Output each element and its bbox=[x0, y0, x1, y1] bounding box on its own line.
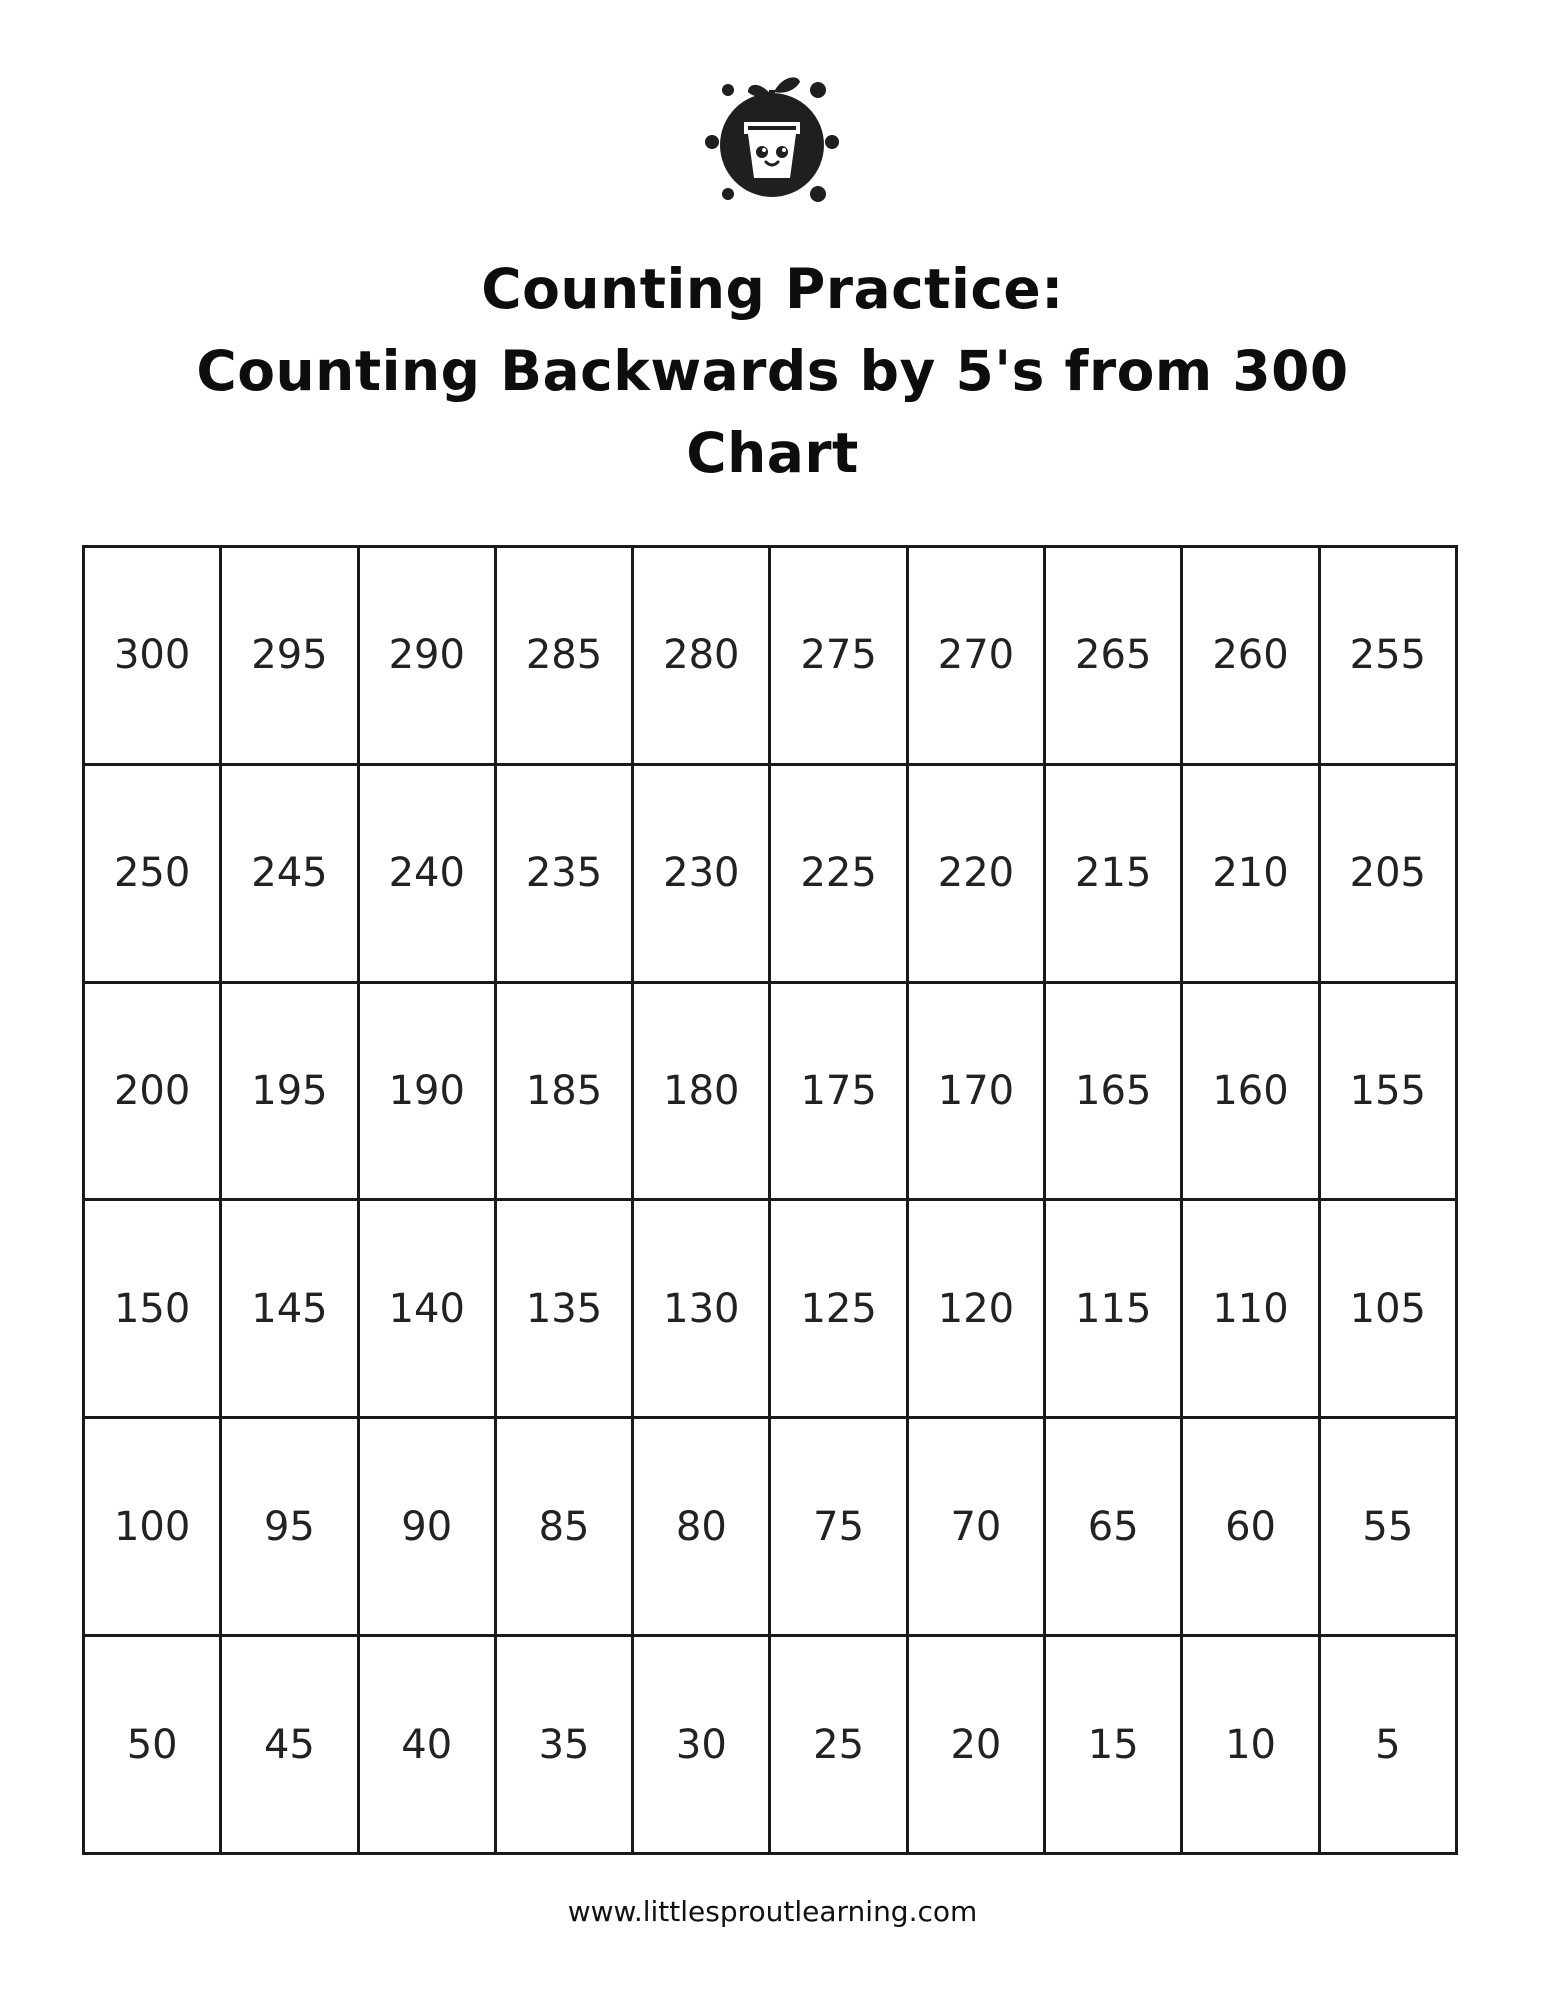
number-cell: 170 bbox=[907, 982, 1044, 1200]
number-cell: 45 bbox=[221, 1636, 358, 1854]
number-cell: 100 bbox=[84, 1418, 221, 1636]
number-cell: 185 bbox=[495, 982, 632, 1200]
number-cell: 50 bbox=[84, 1636, 221, 1854]
number-cell: 70 bbox=[907, 1418, 1044, 1636]
number-cell: 145 bbox=[221, 1200, 358, 1418]
number-cell: 250 bbox=[84, 764, 221, 982]
number-cell: 245 bbox=[221, 764, 358, 982]
title-line-1: Counting Practice: bbox=[481, 257, 1064, 321]
number-cell: 75 bbox=[770, 1418, 907, 1636]
number-cell: 150 bbox=[84, 1200, 221, 1418]
number-cell: 215 bbox=[1045, 764, 1182, 982]
number-cell: 230 bbox=[633, 764, 770, 982]
number-cell: 55 bbox=[1319, 1418, 1456, 1636]
number-cell: 115 bbox=[1045, 1200, 1182, 1418]
number-cell: 120 bbox=[907, 1200, 1044, 1418]
number-cell: 105 bbox=[1319, 1200, 1456, 1418]
page-title bbox=[0, 248, 1545, 494]
number-cell: 255 bbox=[1319, 547, 1456, 765]
number-cell: 280 bbox=[633, 547, 770, 765]
table-row bbox=[84, 1200, 1457, 1418]
number-cell: 275 bbox=[770, 547, 907, 765]
number-cell: 65 bbox=[1045, 1418, 1182, 1636]
number-cell: 205 bbox=[1319, 764, 1456, 982]
number-cell: 180 bbox=[633, 982, 770, 1200]
number-cell: 200 bbox=[84, 982, 221, 1200]
number-cell: 295 bbox=[221, 547, 358, 765]
number-cell: 15 bbox=[1045, 1636, 1182, 1854]
number-cell: 85 bbox=[495, 1418, 632, 1636]
table-row bbox=[84, 982, 1457, 1200]
number-cell: 130 bbox=[633, 1200, 770, 1418]
number-cell: 110 bbox=[1182, 1200, 1319, 1418]
number-cell: 10 bbox=[1182, 1636, 1319, 1854]
counting-chart-table bbox=[82, 545, 1458, 1855]
number-cell: 80 bbox=[633, 1418, 770, 1636]
number-cell: 240 bbox=[358, 764, 495, 982]
number-cell: 290 bbox=[358, 547, 495, 765]
title-line-2: Counting Backwards by 5's from 300 bbox=[196, 339, 1349, 403]
number-cell: 160 bbox=[1182, 982, 1319, 1200]
number-cell: 60 bbox=[1182, 1418, 1319, 1636]
table-row bbox=[84, 1636, 1457, 1854]
number-cell: 175 bbox=[770, 982, 907, 1200]
number-cell: 95 bbox=[221, 1418, 358, 1636]
number-cell: 90 bbox=[358, 1418, 495, 1636]
number-cell: 165 bbox=[1045, 982, 1182, 1200]
number-cell: 260 bbox=[1182, 547, 1319, 765]
number-cell: 30 bbox=[633, 1636, 770, 1854]
number-cell: 135 bbox=[495, 1200, 632, 1418]
number-cell: 40 bbox=[358, 1636, 495, 1854]
website-url: www.littlesproutlearning.com bbox=[567, 1895, 978, 1928]
number-cell: 35 bbox=[495, 1636, 632, 1854]
number-cell: 270 bbox=[907, 547, 1044, 765]
number-cell: 140 bbox=[358, 1200, 495, 1418]
number-cell: 20 bbox=[907, 1636, 1044, 1854]
number-cell: 5 bbox=[1319, 1636, 1456, 1854]
sprout-pot-logo-icon bbox=[682, 60, 862, 210]
number-cell: 220 bbox=[907, 764, 1044, 982]
title-line-3: Chart bbox=[686, 421, 859, 485]
number-cell: 155 bbox=[1319, 982, 1456, 1200]
table-row bbox=[84, 1418, 1457, 1636]
number-cell: 25 bbox=[770, 1636, 907, 1854]
table-row bbox=[84, 764, 1457, 982]
number-cell: 300 bbox=[84, 547, 221, 765]
number-cell: 190 bbox=[358, 982, 495, 1200]
table-row bbox=[84, 547, 1457, 765]
number-cell: 210 bbox=[1182, 764, 1319, 982]
number-cell: 225 bbox=[770, 764, 907, 982]
number-cell: 285 bbox=[495, 547, 632, 765]
number-cell: 265 bbox=[1045, 547, 1182, 765]
number-cell: 235 bbox=[495, 764, 632, 982]
number-cell: 195 bbox=[221, 982, 358, 1200]
number-cell: 125 bbox=[770, 1200, 907, 1418]
